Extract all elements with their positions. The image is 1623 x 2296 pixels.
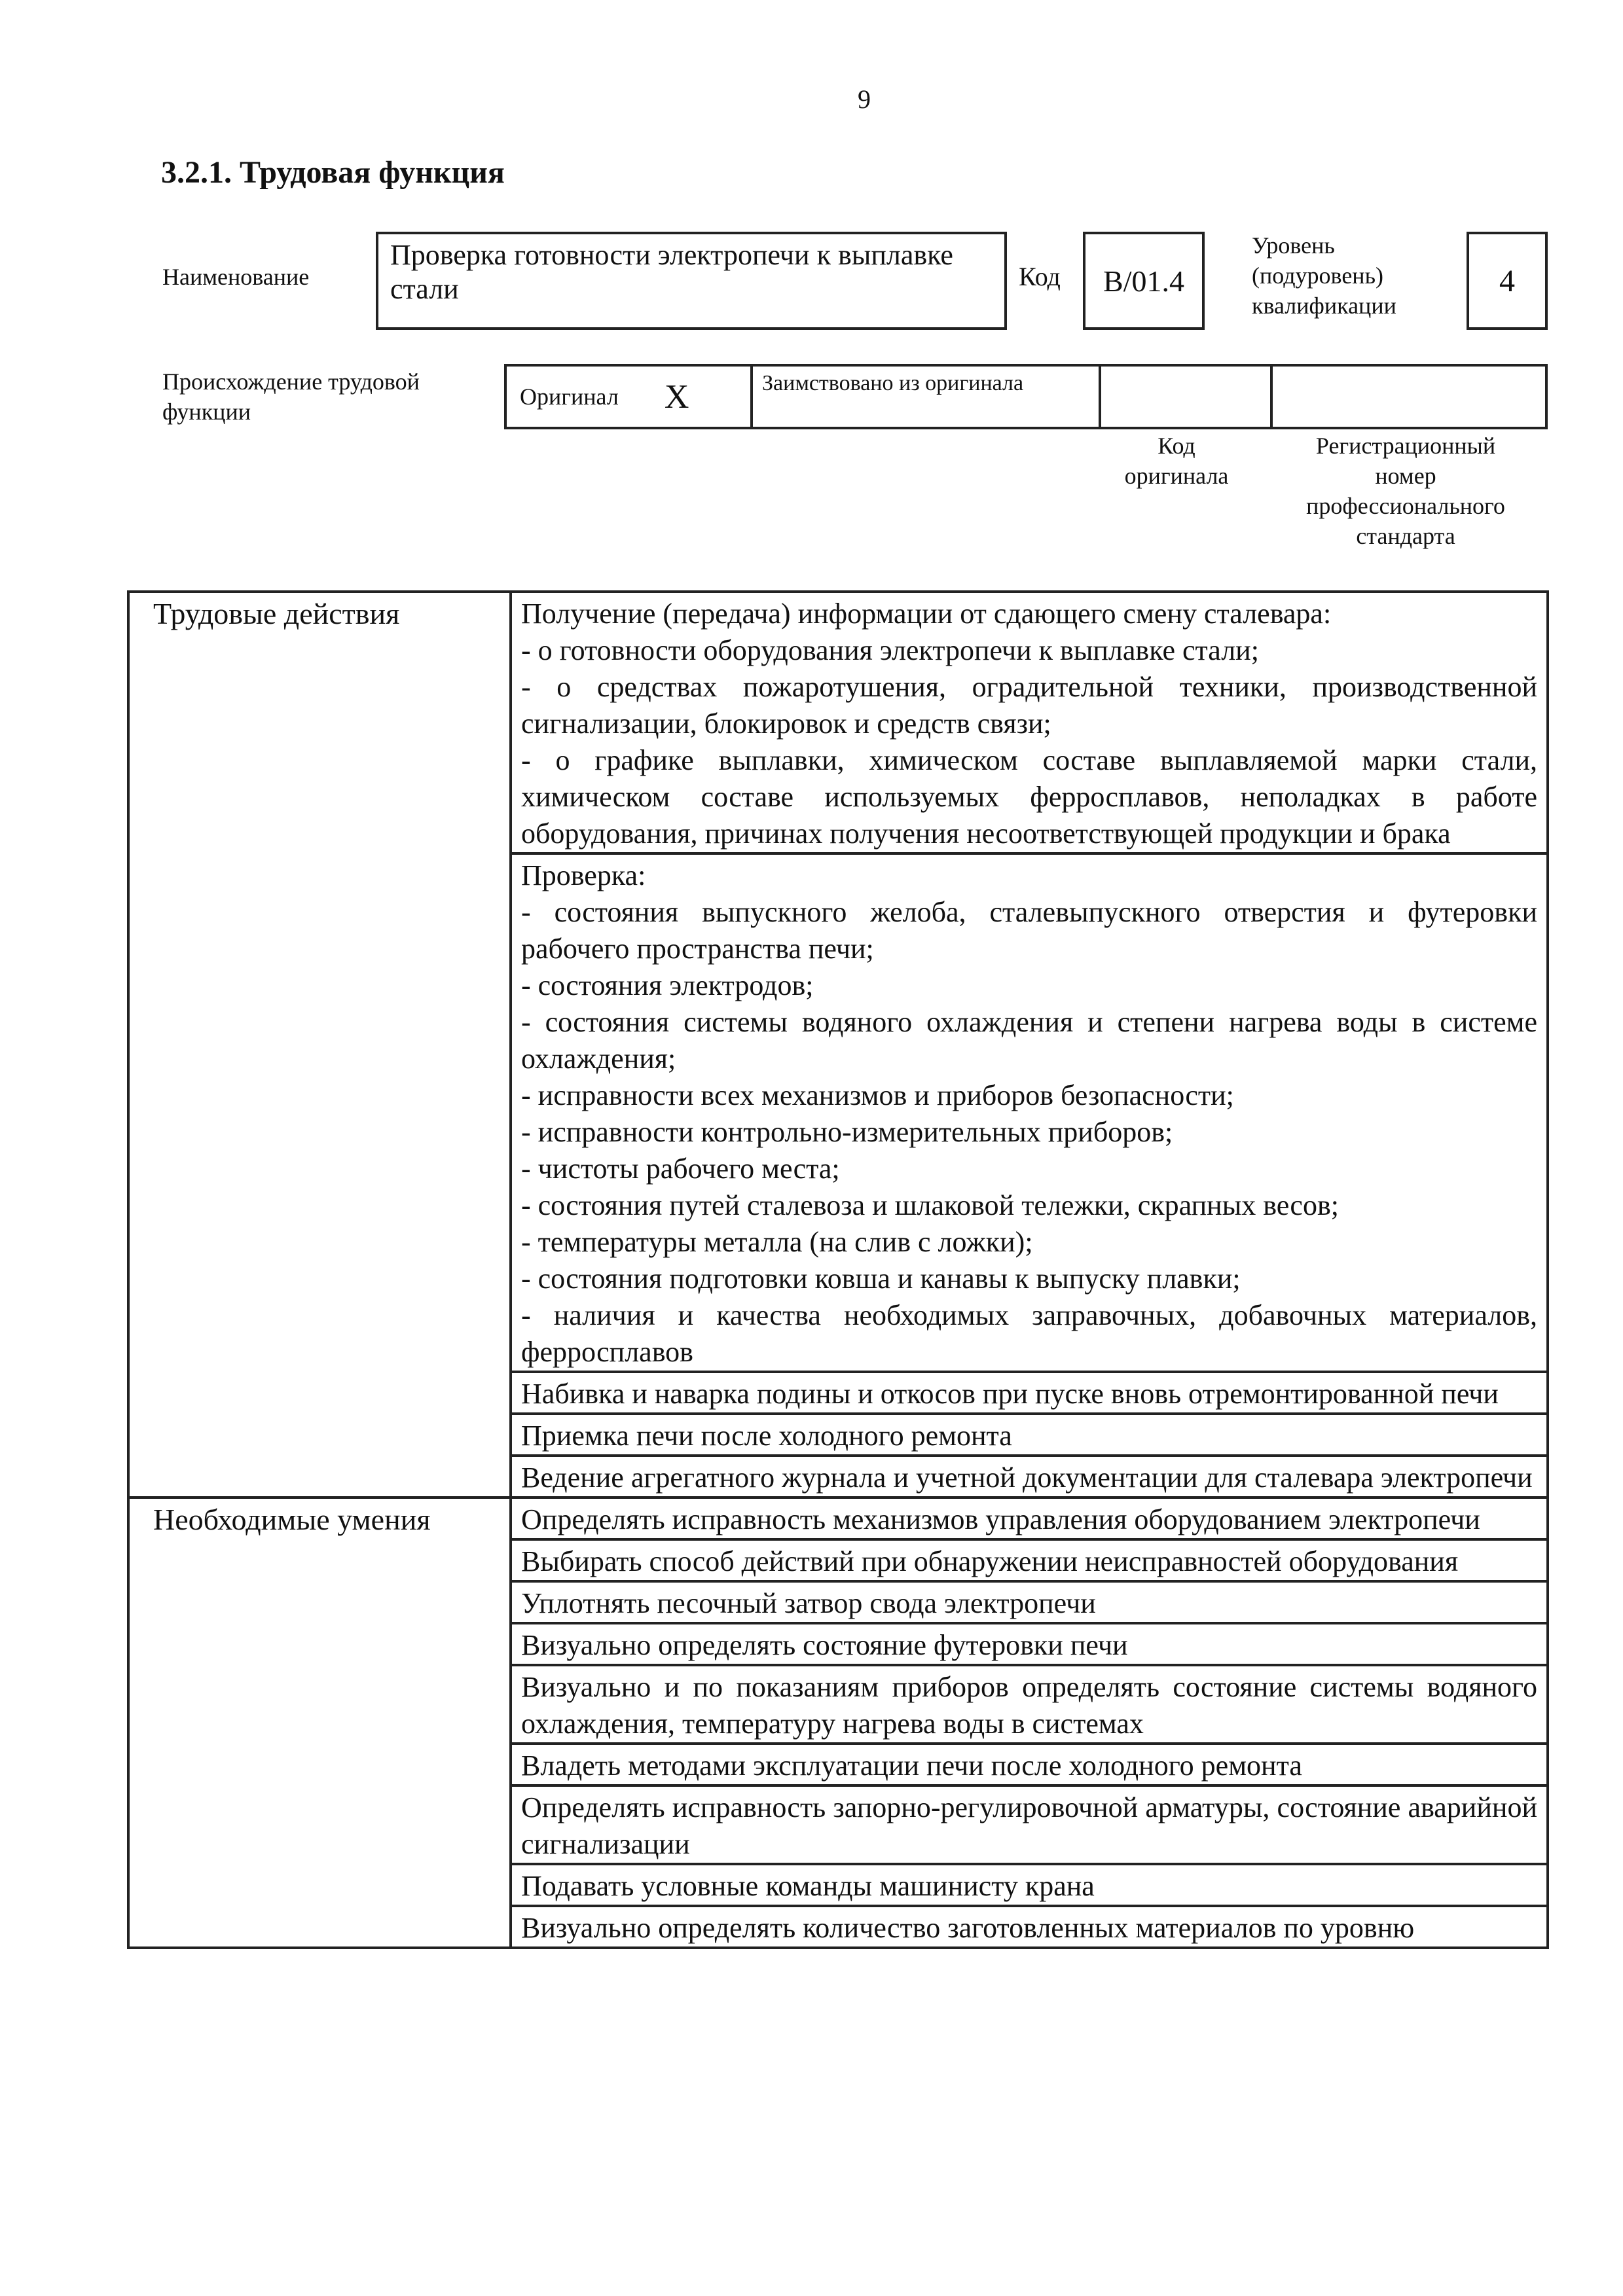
action-line: Приемка печи после холодного ремонта bbox=[521, 1420, 1012, 1452]
qualification-level-box: 4 bbox=[1467, 232, 1548, 330]
action-line: - чистоты рабочего места; bbox=[521, 1153, 840, 1185]
name-label: Наименование bbox=[162, 264, 310, 290]
table-row bbox=[128, 592, 1548, 853]
origin-original-cell bbox=[507, 367, 753, 427]
action-line: - состояния выпускного желоба, сталевыпускного отверстия и футеровки рабочего пространства печи; bbox=[521, 896, 1537, 965]
action-line: - температуры металла (на слив с ложки); bbox=[521, 1226, 1033, 1258]
action-line: - состояния подготовки ковша и канавы к выпуску плавки; bbox=[521, 1263, 1241, 1295]
skill-cell: Уплотнять песочный затвор свода электропечи bbox=[511, 1581, 1548, 1623]
level-label-line-1: Уровень bbox=[1252, 232, 1335, 259]
qualification-level-label bbox=[1252, 230, 1396, 321]
action-line: - о графике выплавки, химическом составе выплавляемой марки стали, химическом составе используемых ферросплавов, неполадках в работе оборудования, причинах получения несоответствующей продукции и брака bbox=[521, 744, 1537, 850]
action-line: - исправности контрольно-измерительных приборов; bbox=[521, 1116, 1173, 1148]
action-line: - состояния системы водяного охлаждения и степени нагрева воды в системе охлаждения; bbox=[521, 1006, 1537, 1075]
action-line: - состояния электродов; bbox=[521, 969, 814, 1001]
original-x-mark: X bbox=[664, 378, 689, 416]
original-label: Оригинал bbox=[520, 384, 619, 410]
action-line: - о средствах пожаротушения, оградительной техники, производственной сигнализации, блокировок и средств связи; bbox=[521, 671, 1537, 740]
reg-number-caption bbox=[1264, 431, 1548, 551]
code-value-box: В/01.4 bbox=[1083, 232, 1205, 330]
code-original-caption bbox=[1091, 431, 1262, 491]
reg-line-2: номер bbox=[1375, 463, 1436, 489]
code-original-line-2: оригинала bbox=[1124, 463, 1229, 489]
origin-label-line-1: Происхождение трудовой bbox=[162, 368, 420, 395]
action-cell bbox=[511, 592, 1548, 853]
origin-code-cell bbox=[1101, 367, 1273, 427]
action-line: Ведение агрегатного журнала и учетной документации для сталевара электропечи bbox=[521, 1462, 1533, 1494]
action-line: Набивка и наварка подины и откосов при пуске вновь отремонтированной печи bbox=[521, 1378, 1499, 1410]
action-cell bbox=[511, 1456, 1548, 1498]
skill-cell: Определять исправность механизмов управления оборудованием электропечи bbox=[511, 1498, 1548, 1539]
origin-label-line-2: функции bbox=[162, 399, 251, 425]
action-line: Получение (передача) информации от сдающего смену сталевара: bbox=[521, 598, 1332, 630]
category-cell-skills: Необходимые умения bbox=[128, 1498, 511, 1948]
category-cell-actions: Трудовые действия bbox=[128, 592, 511, 1498]
skill-cell: Выбирать способ действий при обнаружении неисправностей оборудования bbox=[511, 1539, 1548, 1581]
reg-line-1: Регистрационный bbox=[1315, 433, 1496, 459]
page-number: 9 bbox=[858, 84, 871, 114]
skill-cell: Владеть методами эксплуатации печи после холодного ремонта bbox=[511, 1744, 1548, 1785]
labor-function-table bbox=[127, 590, 1549, 1949]
code-label: Код bbox=[1019, 262, 1061, 291]
origin-reg-number-cell bbox=[1273, 367, 1545, 427]
function-name-box: Проверка готовности электропечи к выплавке стали bbox=[376, 232, 1007, 330]
action-line: Проверка: bbox=[521, 859, 646, 891]
origin-row bbox=[504, 364, 1548, 429]
origin-borrowed-cell: Заимствовано из оригинала bbox=[753, 367, 1101, 427]
action-cell bbox=[511, 853, 1548, 1372]
skill-cell: Визуально определять состояние футеровки печи bbox=[511, 1623, 1548, 1665]
action-line: - состояния путей сталевоза и шлаковой тележки, скрапных весов; bbox=[521, 1189, 1339, 1221]
level-label-line-3: квалификации bbox=[1252, 293, 1396, 319]
action-cell bbox=[511, 1414, 1548, 1456]
action-line: - о готовности оборудования электропечи к выплавке стали; bbox=[521, 634, 1259, 666]
table-row bbox=[128, 1498, 1548, 1539]
skill-cell: Визуально определять количество заготовленных материалов по уровню bbox=[511, 1906, 1548, 1948]
section-title: 3.2.1. Трудовая функция bbox=[161, 155, 505, 190]
skill-cell: Визуально и по показаниям приборов определять состояние системы водяного охлаждения, температуру нагрева воды в системах bbox=[511, 1665, 1548, 1744]
reg-line-3: профессионального bbox=[1306, 493, 1505, 519]
level-label-line-2: (подуровень) bbox=[1252, 262, 1383, 289]
origin-label bbox=[162, 367, 420, 427]
code-original-line-1: Код bbox=[1158, 433, 1195, 459]
reg-line-4: стандарта bbox=[1356, 523, 1455, 549]
skill-cell: Определять исправность запорно-регулировочной арматуры, состояние аварийной сигнализации bbox=[511, 1785, 1548, 1864]
action-line: - наличия и качества необходимых заправочных, добавочных материалов, ферросплавов bbox=[521, 1299, 1537, 1368]
skill-cell: Подавать условные команды машинисту крана bbox=[511, 1864, 1548, 1906]
action-line: - исправности всех механизмов и приборов безопасности; bbox=[521, 1079, 1234, 1111]
action-cell bbox=[511, 1372, 1548, 1414]
